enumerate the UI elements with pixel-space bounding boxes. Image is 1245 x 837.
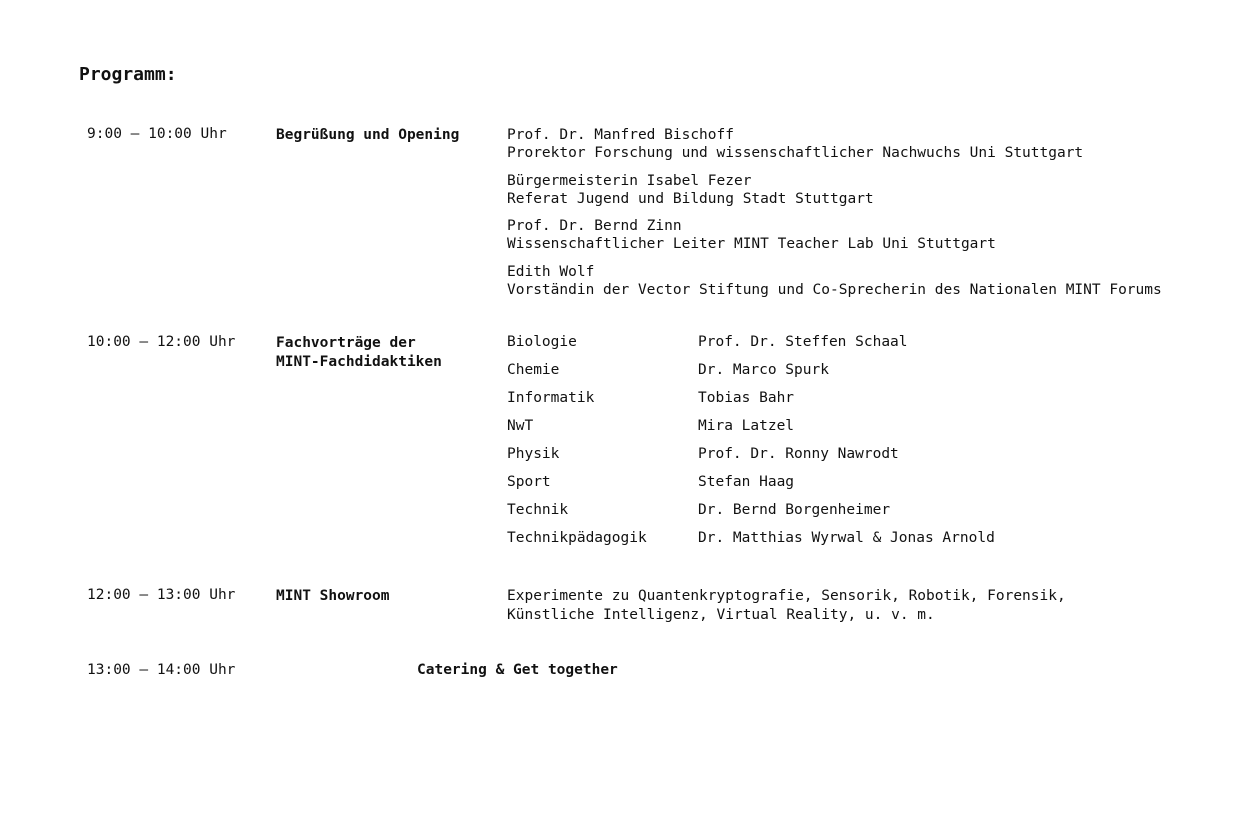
page-title: Programm: xyxy=(79,64,177,85)
talk-speaker: Dr. Matthias Wyrwal & Jonas Arnold xyxy=(698,530,995,546)
showroom-description-line1: Experimente zu Quantenkryptografie, Sensorik, Robotik, Forensik, xyxy=(507,588,1066,604)
speaker-name: Prof. Dr. Manfred Bischoff xyxy=(507,127,734,143)
session-label-4: Catering & Get together xyxy=(417,662,618,678)
talk-subject: Technikpädagogik xyxy=(507,530,647,546)
session-label-2-line1: Fachvorträge der xyxy=(276,335,416,351)
talk-subject: Chemie xyxy=(507,362,560,378)
session-label-1: Begrüßung und Opening xyxy=(276,127,460,143)
talk-subject: NwT xyxy=(507,418,534,434)
time-slot-2: 10:00 – 12:00 Uhr xyxy=(87,334,236,350)
talk-subject: Technik xyxy=(507,502,569,518)
speaker-name: Edith Wolf xyxy=(507,264,595,280)
speaker-name: Bürgermeisterin Isabel Fezer xyxy=(507,173,752,189)
talk-speaker: Dr. Bernd Borgenheimer xyxy=(698,502,891,518)
time-slot-3: 12:00 – 13:00 Uhr xyxy=(87,587,236,603)
speaker-role: Prorektor Forschung und wissenschaftlicher Nachwuchs Uni Stuttgart xyxy=(507,145,1084,161)
talk-speaker: Prof. Dr. Ronny Nawrodt xyxy=(698,446,899,462)
talk-speaker: Mira Latzel xyxy=(698,418,795,434)
time-slot-4: 13:00 – 14:00 Uhr xyxy=(87,662,236,678)
talk-subject: Physik xyxy=(507,446,560,462)
speaker-role: Wissenschaftlicher Leiter MINT Teacher Lab Uni Stuttgart xyxy=(507,236,996,252)
talk-subject: Informatik xyxy=(507,390,595,406)
speaker-role: Referat Jugend und Bildung Stadt Stuttgart xyxy=(507,191,874,207)
speaker-name: Prof. Dr. Bernd Zinn xyxy=(507,218,682,234)
speaker-role: Vorständin der Vector Stiftung und Co-Sprecherin des Nationalen MINT Forums xyxy=(507,282,1162,298)
talk-speaker: Dr. Marco Spurk xyxy=(698,362,829,378)
time-slot-1: 9:00 – 10:00 Uhr xyxy=(87,126,227,142)
talk-subject: Biologie xyxy=(507,334,577,350)
showroom-description-line2: Künstliche Intelligenz, Virtual Reality, u. v. m. xyxy=(507,607,935,623)
session-label-2-line2: MINT-Fachdidaktiken xyxy=(276,354,442,370)
talk-speaker: Tobias Bahr xyxy=(698,390,795,406)
talk-speaker: Prof. Dr. Steffen Schaal xyxy=(698,334,908,350)
talk-speaker: Stefan Haag xyxy=(698,474,795,490)
session-label-3: MINT Showroom xyxy=(276,588,390,604)
talk-subject: Sport xyxy=(507,474,551,490)
